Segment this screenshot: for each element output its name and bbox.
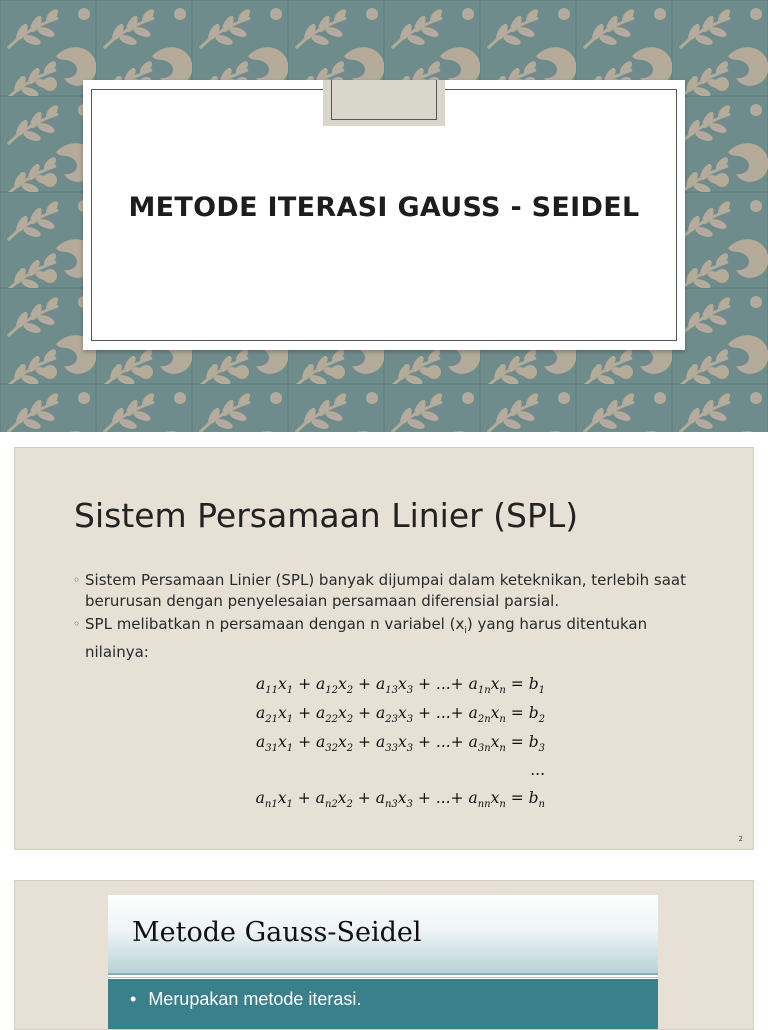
equation-row-n: $a_{n1}x_1 + a_{n2}x_2 + a_{n3}x_3$ + ...+ $a_{nn}x_n = b_n$ <box>255 789 545 811</box>
slide-heading: Metode Gauss-Seidel <box>132 917 422 948</box>
title-card <box>83 80 685 350</box>
page-number: 2 <box>738 835 743 843</box>
equation-row-3: $a_{31}x_1 + a_{32}x_2 + a_{33}x_3$ + ...+ $a_{3n}x_n = b_3$ <box>256 733 545 755</box>
bullet-text-subscript: i <box>464 626 467 636</box>
bullet-item <box>73 614 693 663</box>
bullet-item <box>73 570 693 612</box>
slide-gauss-seidel <box>14 880 754 1030</box>
divider <box>108 977 658 978</box>
bullet-dot-icon: • <box>130 989 137 1009</box>
bullet-text-part: ) yang harus ditentukan nilainya: <box>85 615 648 661</box>
title-card-tab <box>323 80 445 126</box>
bullet-list <box>73 570 693 665</box>
equation-ellipsis: ... <box>530 761 545 779</box>
equation-system <box>215 670 545 813</box>
title-card-tab-border <box>331 80 437 120</box>
embedded-slide <box>108 895 658 1030</box>
bullet-circle-icon: ◦ <box>73 617 81 631</box>
title-slide <box>0 0 768 432</box>
bullet-text: Merupakan metode iterasi. <box>148 989 362 1009</box>
equation-row-2: $a_{21}x_1 + a_{22}x_2 + a_{23}x_3$ + ...+ $a_{2n}x_n = b_2$ <box>256 704 545 726</box>
presentation-title: METODE ITERASI GAUSS - SEIDEL <box>128 192 640 223</box>
bullet-text-part: SPL melibatkan n persamaan dengan n variabel (x <box>85 615 465 633</box>
slide-heading: Sistem Persamaan Linier (SPL) <box>74 496 579 535</box>
equation-row-1: $a_{11}x_1 + a_{12}x_2 + a_{13}x_3$ + ...+ $a_{1n}x_n = b_1$ <box>256 675 545 697</box>
divider <box>108 973 658 975</box>
slide-spl <box>14 447 754 850</box>
bullet-circle-icon: ◦ <box>73 573 81 587</box>
bullet-item <box>130 989 361 1010</box>
bullet-text: Sistem Persamaan Linier (SPL) banyak dijumpai dalam keteknikan, terlebih saat berurusan dengan penyelesaian persamaan diferensial parsial. <box>85 571 686 610</box>
